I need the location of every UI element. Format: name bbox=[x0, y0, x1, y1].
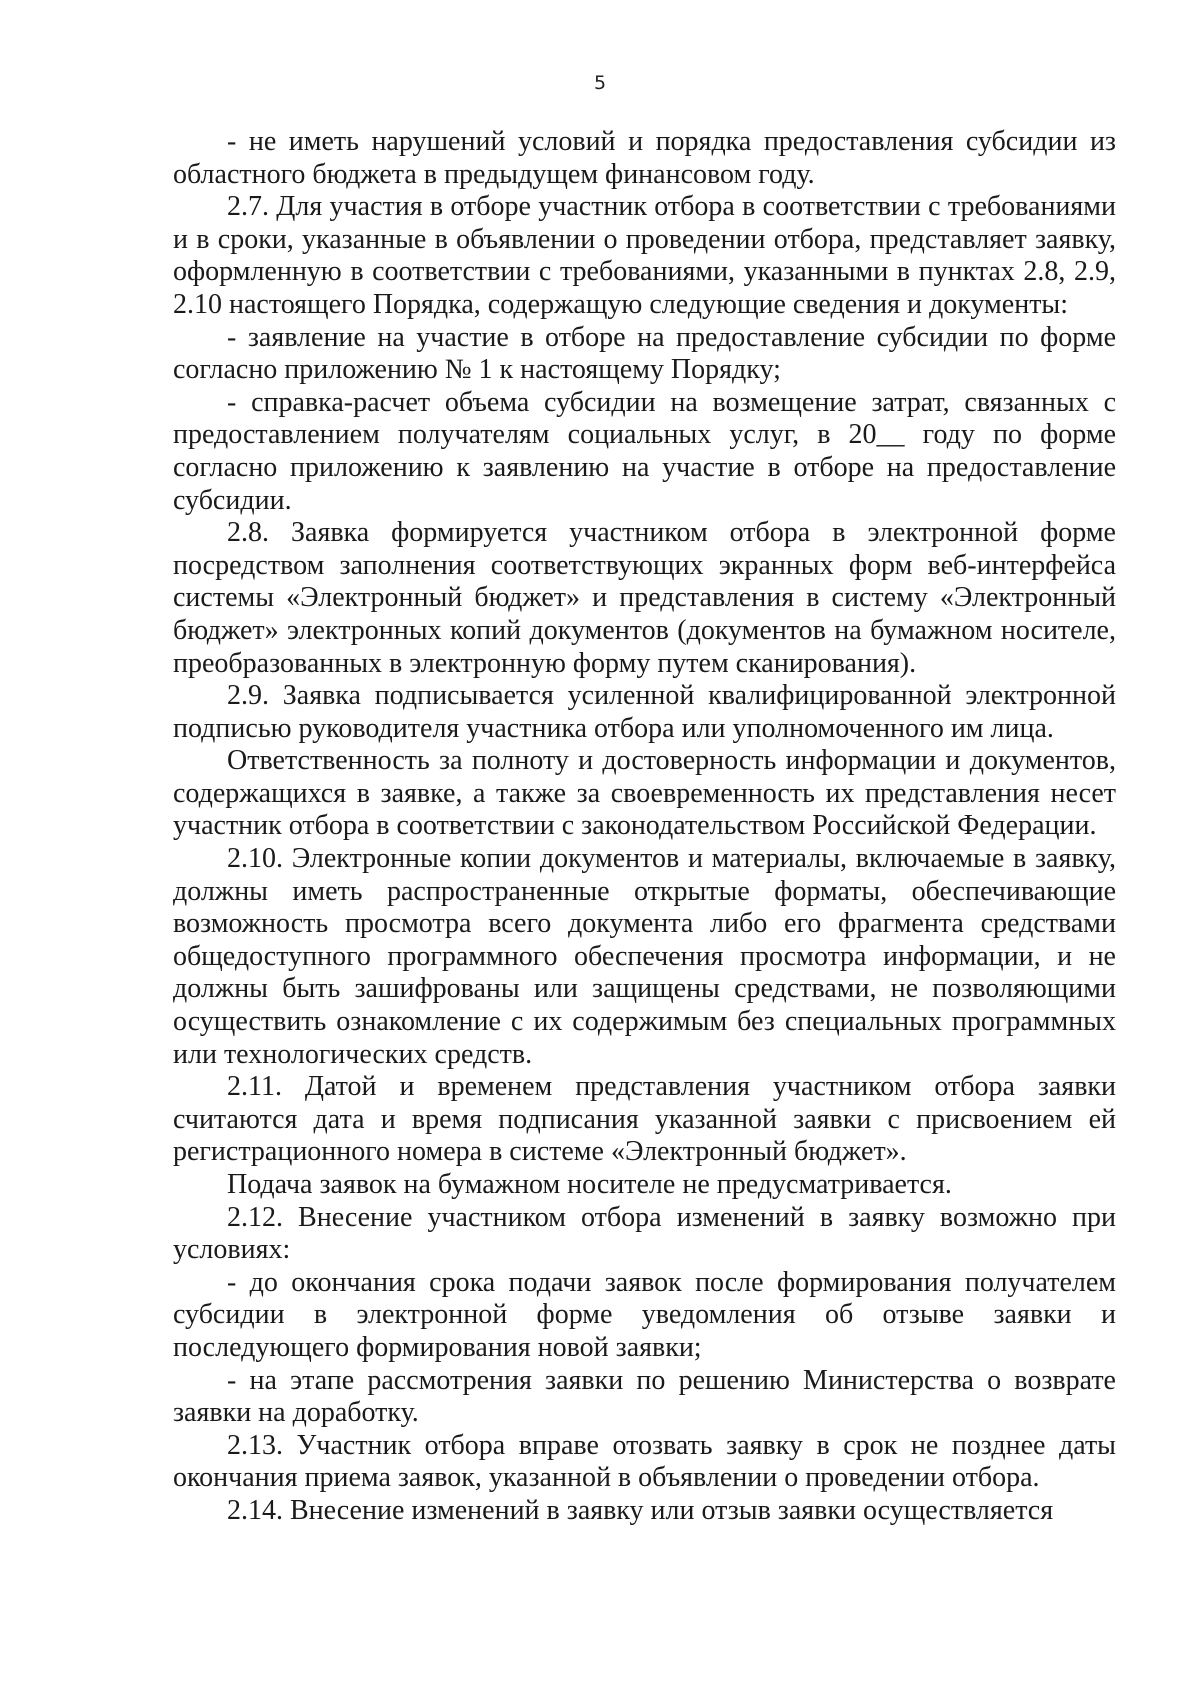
paragraph: - до окончания срока подачи заявок после формирования получателем субсидии в электронной форме уведомления об отзыве заявки и последующего формирования новой заявки; bbox=[173, 1266, 1116, 1363]
paragraph-2-11: 2.11. Датой и временем представления участником отбора заявки считаются дата и время подписания указанной заявки с присвоением ей регистрационного номера в системе «Электронный бюджет». bbox=[173, 1071, 1116, 1168]
paragraph: - справка-расчет объема субсидии на возмещение затрат, связанных с предоставлением получателям социальных услуг, в 20__ году по форме согласно приложению к заявлению на участие в отборе на предоставление субсидии. bbox=[173, 386, 1116, 516]
paragraph: Подача заявок на бумажном носителе не предусматривается. bbox=[227, 1169, 952, 1200]
paragraph-2-10: 2.10. Электронные копии документов и материалы, включаемые в заявку, должны иметь распространенные открытые форматы, обеспечивающие возможность просмотра всего документа либо его фрагмента средствами общедоступного программного обеспечения просмотра информации, и не должны быть зашифрованы или защищены средствами, не позволяющими осуществить ознакомление с их содержимым без специальных программных или технологических средств. bbox=[173, 843, 1116, 1070]
paragraph: - не иметь нарушений условий и порядка предоставления субсидии из областного бюджета в предыдущем финансовом году. bbox=[173, 126, 1116, 190]
paragraph-2-7: 2.7. Для участия в отборе участник отбора в соответствии с требованиями и в сроки, указанные в объявлении о проведении отбора, представляет заявку, оформленную в соответствии с требованиями, указанными в пунктах 2.8, 2.9, 2.10 настоящего Порядка, содержащую следующие сведения и документы: bbox=[173, 191, 1116, 320]
paragraph-2-14: 2.14. Внесение изменений в заявку или отзыв заявки осуществляется bbox=[227, 1494, 1054, 1526]
document-body bbox=[173, 126, 1116, 1528]
paragraph-2-9: 2.9. Заявка подписывается усиленной квалифицированной электронной подписью руководителя участника отбора или уполномоченного им лица. bbox=[173, 680, 1116, 744]
paragraph-2-13: 2.13. Участник отбора вправе отозвать заявку в срок не позднее даты окончания приема заявок, указанной в объявлении о проведении отбора. bbox=[173, 1429, 1116, 1494]
page-number: 5 bbox=[593, 72, 607, 94]
paragraph-2-12: 2.12. Внесение участником отбора изменений в заявку возможно при условиях: bbox=[173, 1201, 1116, 1266]
paragraph: Ответственность за полноту и достоверность информации и документов, содержащихся в заявке, а также за своевременность их представления несет участник отбора в соответствии с законодательством Российской Федерации. bbox=[173, 745, 1116, 842]
paragraph-2-8: 2.8. Заявка формируется участником отбора в электронной форме посредством заполнения соответствующих экранных форм веб-интерфейса системы «Электронный бюджет» и представления в систему «Электронный бюджет» электронных копий документов (документов на бумажном носителе, преобразованных в электронную форму путем сканирования). bbox=[173, 517, 1116, 679]
paragraph: - на этапе рассмотрения заявки по решению Министерства о возврате заявки на доработку. bbox=[173, 1364, 1116, 1429]
paragraph: - заявление на участие в отборе на предоставление субсидии по форме согласно приложению № 1 к настоящему Порядку; bbox=[173, 321, 1116, 386]
